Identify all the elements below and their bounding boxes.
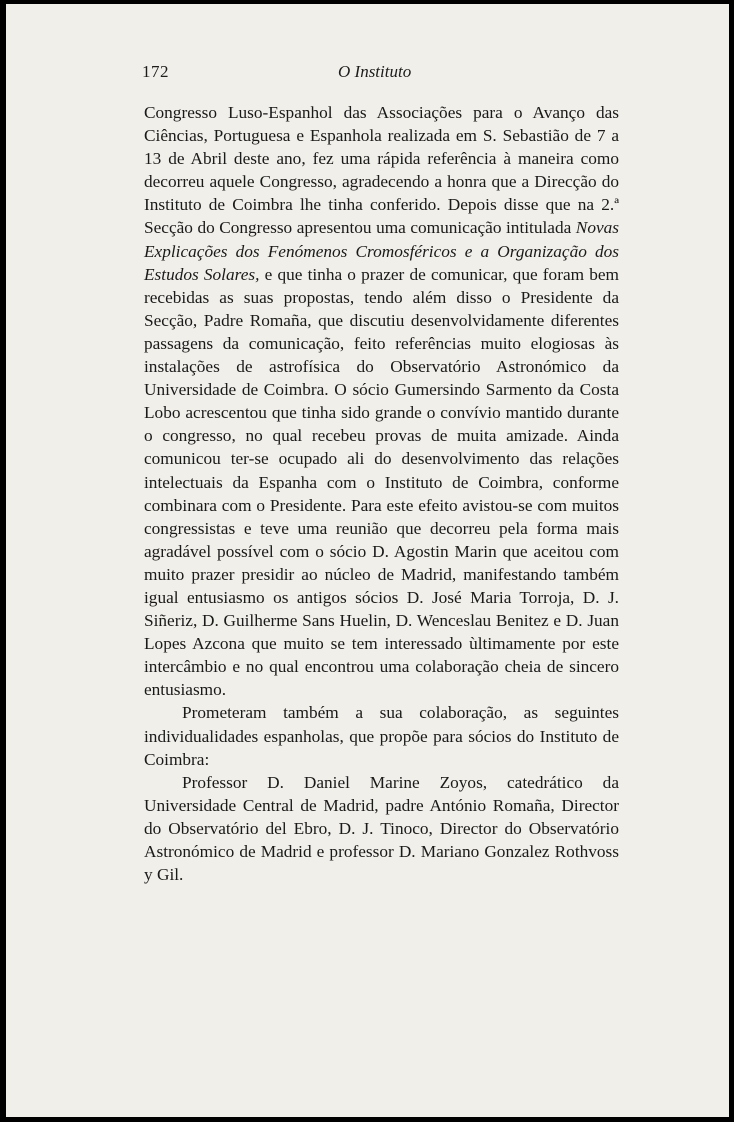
page-number: 172 [142, 62, 169, 81]
paragraph-continuation [144, 101, 619, 701]
paragraph: Prometeram também a sua colaboração, as seguintes individualidades espanholas, que propõe para sócios do Instituto de Coimbra: [144, 703, 619, 769]
paragraph-text: e que tinha o prazer de comunicar, que foram bem recebidas as suas propostas, tendo além disso o Presidente da Secção, Padre Romaña, que discutiu desenvolvidamente diferentes passagens da comunicação, feito referências muito elogiosas às instalações de astrofísica do Observatório Astronómico da Universidade de Coimbra. O sócio Gumersindo Sarmento da Costa Lobo acrescentou que tinha sido grande o convívio mantido durante o congresso, no qual recebeu provas de muita amizade. Ainda comunicou ter-se ocupado ali do desenvolvimento das relações intelectuais da Espanha com o Instituto de Coimbra, conforme combinara com o Presidente. Para este efeito avistou-se com muitos congressistas e teve uma reunião que decorreu pela forma mais agradável possível com o sócio D. Agostin Marin que aceitou com muito prazer presidir ao núcleo de Madrid, manifestando também igual entusiasmo os antigos sócios D. José Maria Torroja, D. J. Siñeriz, D. Guilherme Sans Huelin, D. Wenceslau Benitez e D. Juan Lopes Azcona que muito se tem interessado ùltimamente por este intercâmbio e no qual encontrou uma colaboração cheia de sincero entusiasmo. [144, 264, 619, 700]
running-title: O Instituto [338, 62, 412, 81]
communication-title: Novas Explicações dos Fenómenos Cromosféricos e a Organização dos Estudos Solares, [144, 218, 619, 284]
page-header [6, 62, 729, 88]
body-text [144, 101, 619, 886]
paragraph-text: Congresso Luso-Espanhol das Associações para o Avanço das Ciências, Portuguesa e Espanhola realizada em S. Sebastião de 7 a 13 de Abril deste ano, fez uma rápida referência à maneira como decorreu aquele Congresso, agradecendo a honra que a Direcção do Instituto de Coimbra lhe tinha conferido. Depois disse que na 2.ª Secção do Congresso apresentou uma comunicação intitulada [144, 103, 619, 238]
book-page [6, 4, 729, 1117]
paragraph: Professor D. Daniel Marine Zoyos, catedrático da Universidade Central de Madrid, padre António Romaña, Director do Observatório del Ebro, D. J. Tinoco, Director do Observatório Astronómico de Madrid e professor D. Mariano Gonzalez Rothvoss y Gil. [144, 772, 619, 885]
